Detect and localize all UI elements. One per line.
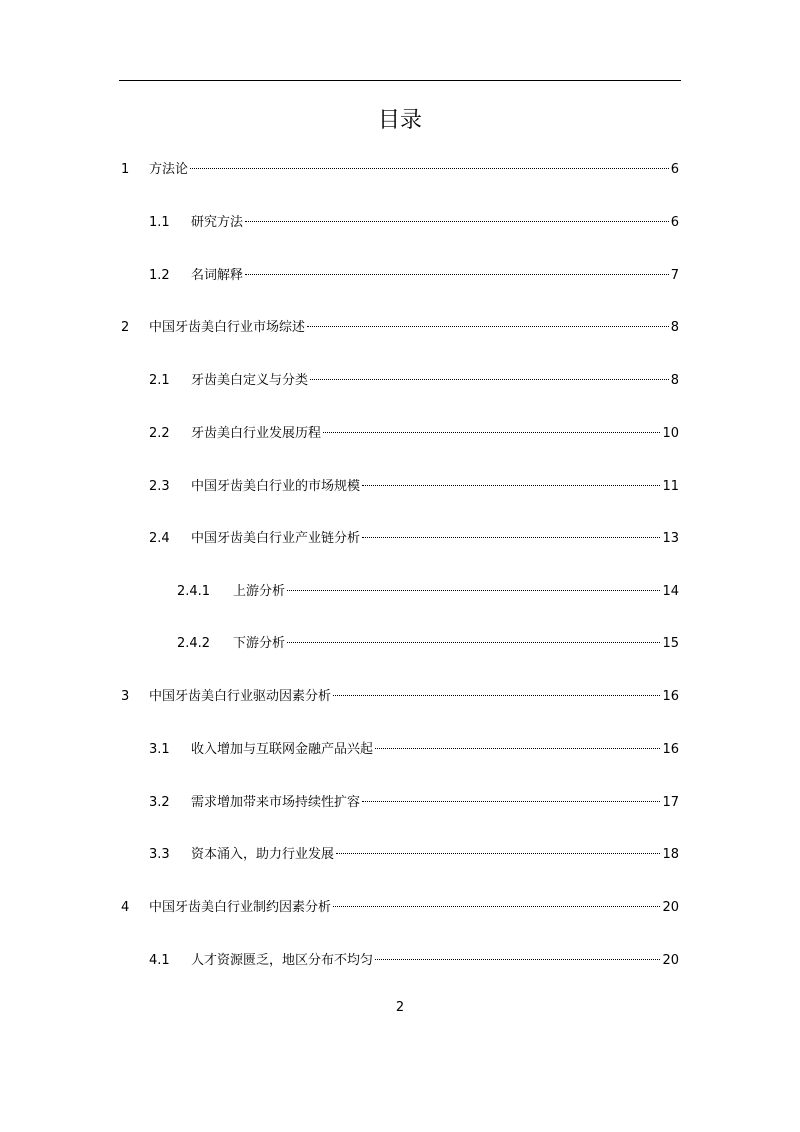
toc-entry-label: 方法论 — [149, 162, 189, 177]
toc-entry[interactable] — [149, 793, 679, 813]
toc-entry-number: 3.1 — [149, 742, 170, 757]
toc-entry[interactable] — [121, 318, 679, 338]
toc-entry-page: 13 — [662, 531, 679, 546]
toc-entry-number: 2.4 — [149, 531, 170, 546]
toc-leader-dots — [287, 642, 660, 643]
toc-leader-dots — [375, 959, 660, 960]
toc-entry-page: 8 — [670, 320, 679, 335]
toc-entry-label: 收入增加与互联网金融产品兴起 — [191, 742, 374, 757]
toc-entry-page: 7 — [670, 268, 679, 283]
toc-entry-number: 1.1 — [149, 215, 170, 230]
toc-entry[interactable] — [177, 634, 679, 654]
toc-entry-label: 中国牙齿美白行业产业链分析 — [191, 531, 361, 546]
toc-entry-label: 中国牙齿美白行业驱动因素分析 — [149, 689, 332, 704]
toc-entry-page: 16 — [662, 689, 679, 704]
toc-entry-page: 8 — [670, 373, 679, 388]
toc-leader-dots — [336, 853, 660, 854]
toc-entry-number: 1.2 — [149, 268, 170, 283]
toc-entry-number: 4 — [121, 900, 130, 915]
toc-entry-number: 2.2 — [149, 426, 170, 441]
toc-entry-label: 中国牙齿美白行业的市场规模 — [191, 479, 361, 494]
toc-entry-page: 20 — [662, 900, 679, 915]
toc-entry-number: 2.4.2 — [177, 636, 211, 651]
toc-entry-label: 牙齿美白定义与分类 — [191, 373, 309, 388]
toc-title: 目录 — [377, 108, 422, 133]
toc-entry[interactable] — [149, 213, 679, 233]
toc-entry-number: 2.4.1 — [177, 584, 211, 599]
toc-entry[interactable] — [149, 951, 679, 971]
toc-entry-number: 3.3 — [149, 847, 170, 862]
toc-leader-dots — [245, 221, 669, 222]
toc-entry[interactable] — [121, 687, 679, 707]
toc-leader-dots — [287, 590, 660, 591]
page-number: 2 — [395, 1000, 405, 1015]
toc-entry-number: 3 — [121, 689, 130, 704]
toc-entry[interactable] — [149, 477, 679, 497]
toc-leader-dots — [245, 274, 669, 275]
toc-entry-label: 中国牙齿美白行业制约因素分析 — [149, 900, 332, 915]
toc-leader-dots — [362, 537, 660, 538]
toc-leader-dots — [333, 695, 660, 696]
toc-entry[interactable] — [149, 266, 679, 286]
toc-entry-page: 16 — [662, 742, 679, 757]
toc-entry[interactable] — [149, 529, 679, 549]
toc-leader-dots — [310, 379, 669, 380]
toc-entry-number: 2.1 — [149, 373, 170, 388]
toc-entry-label: 上游分析 — [233, 584, 286, 599]
toc-entry-number: 1 — [121, 162, 130, 177]
toc-entry[interactable] — [121, 898, 679, 918]
toc-entry-number: 4.1 — [149, 953, 170, 968]
toc-entry[interactable] — [121, 160, 679, 180]
toc-entry-label: 研究方法 — [191, 215, 244, 230]
toc-leader-dots — [323, 432, 660, 433]
toc-entry[interactable] — [149, 845, 679, 865]
toc-entry-page: 11 — [662, 479, 679, 494]
toc-leader-dots — [307, 326, 669, 327]
toc-entry-number: 3.2 — [149, 795, 170, 810]
toc-leader-dots — [333, 906, 660, 907]
toc-entry-label: 牙齿美白行业发展历程 — [191, 426, 322, 441]
toc-entry-label: 资本涌入，助力行业发展 — [191, 847, 335, 862]
toc-entry-page: 17 — [662, 795, 679, 810]
toc-entry-label: 中国牙齿美白行业市场综述 — [149, 320, 306, 335]
toc-entry-page: 14 — [662, 584, 679, 599]
toc-entry-page: 10 — [662, 426, 679, 441]
toc-entry-page: 6 — [670, 215, 679, 230]
toc-entry[interactable] — [149, 424, 679, 444]
toc-entry-page: 20 — [662, 953, 679, 968]
toc-entry-label: 需求增加带来市场持续性扩容 — [191, 795, 361, 810]
toc-entry-label: 下游分析 — [233, 636, 286, 651]
toc-entry-label: 人才资源匮乏，地区分布不均匀 — [191, 953, 374, 968]
toc-leader-dots — [362, 485, 660, 486]
toc-entry[interactable] — [177, 582, 679, 602]
toc-leader-dots — [375, 748, 660, 749]
toc-leader-dots — [362, 801, 660, 802]
toc-entry-number: 2.3 — [149, 479, 170, 494]
toc-entry-page: 15 — [662, 636, 679, 651]
toc-entry-page: 18 — [662, 847, 679, 862]
toc-entry[interactable] — [149, 740, 679, 760]
toc-entry-label: 名词解释 — [191, 268, 244, 283]
toc-entry[interactable] — [149, 371, 679, 391]
toc-entry-number: 2 — [121, 320, 130, 335]
toc-entry-page: 6 — [670, 162, 679, 177]
toc-leader-dots — [190, 168, 669, 169]
